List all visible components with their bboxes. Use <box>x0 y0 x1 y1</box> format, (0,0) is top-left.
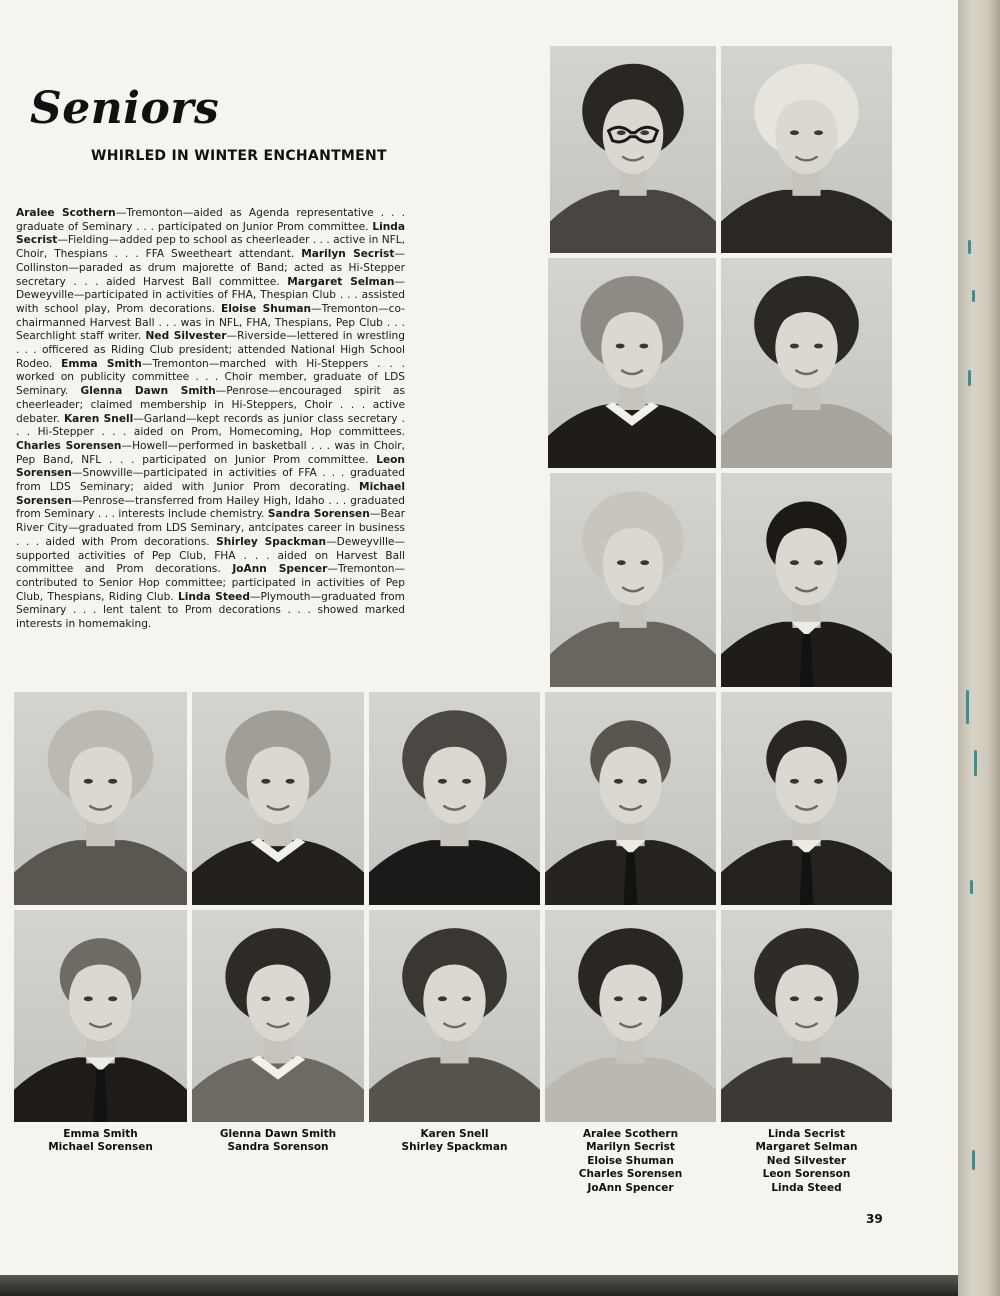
senior-portrait <box>548 258 716 468</box>
bio-name: Margaret Selman <box>287 275 395 288</box>
bio-name: Ned Silvester <box>145 330 227 343</box>
senior-portrait <box>545 910 716 1122</box>
bio-text: —Penrose—encouraged spirit as cheerleader; claimed membership in Hi-Steppers, Choir . . . active debater. <box>16 385 406 425</box>
caption-name: Ned Silvester <box>766 1154 847 1167</box>
bio-entry <box>16 413 405 439</box>
bio-name: Emma Smith <box>61 357 142 370</box>
photo-caption <box>369 1128 540 1155</box>
bio-text: —Plymouth—graduated from Seminary . . . lent talent to Prom decorations . . . showed marked interests in homemaking. <box>16 590 405 631</box>
caption-name: Michael Sorensen <box>48 1141 153 1154</box>
bio-text: —Collinston—paraded as drum majorette of Band; acted as Hi-Stepper secretary . . . aided Harvest Ball committee. <box>16 248 405 288</box>
senior-portrait <box>369 910 540 1122</box>
bio-name: Charles Sorensen <box>16 439 122 452</box>
bio-text: —Deweyville—supported activities of Pep Club, FHA . . . aided on Harvest Ball committee and Prom decorations. <box>16 535 406 576</box>
bio-text: —Penrose—transferred from Hailey High, Idaho . . . graduated from Seminary . . . interests include chemistry. <box>16 494 405 521</box>
bio-text: —Garland—kept records as junior class secretary . . . Hi-Stepper . . . aided on Prom, Homecoming, Hop committees. <box>16 412 405 439</box>
photo-caption <box>192 1128 364 1155</box>
photo-caption <box>721 1128 892 1195</box>
caption-name: Linda Secrist <box>768 1128 845 1140</box>
book-spine <box>958 0 1000 1296</box>
bio-name: Linda Secrist <box>16 220 405 247</box>
section-subtitle: WHIRLED IN WINTER ENCHANTMENT <box>91 148 387 164</box>
caption-name: Shirley Spackman <box>401 1141 508 1154</box>
bio-name: Glenna Dawn Smith <box>80 385 216 398</box>
bio-name: Karen Snell <box>63 412 134 425</box>
senior-portrait <box>721 692 892 905</box>
bio-text: —Bear River City—graduated from LDS Seminary, antcipates career in business . . . aided with Prom decorations. <box>16 508 405 548</box>
senior-portrait <box>550 473 716 687</box>
bio-name: Aralee Scothern <box>16 207 116 219</box>
caption-name: Marilyn Secrist <box>586 1141 675 1154</box>
bio-text: —Tremonton—aided as Agenda representative . . . graduate of Seminary . . . participated on Junior Prom committee. <box>16 207 405 233</box>
senior-portrait <box>369 692 540 905</box>
bio-name: Sandra Sorensen <box>267 508 370 521</box>
bio-text: —Riverside—lettered in wrestling . . . officered as Riding Club president; attended National High School Rodeo. <box>16 330 405 370</box>
bio-name: Marilyn Secrist <box>301 248 395 261</box>
senior-portrait <box>721 46 892 253</box>
senior-portrait <box>721 473 892 687</box>
page-edge-shadow <box>0 1275 958 1296</box>
bio-text: —Deweyville—participated in activities of FHA, Thespian Club . . . assisted with school play, Prom decorations. <box>16 275 405 315</box>
bio-name: Shirley Spackman <box>216 535 327 548</box>
senior-portrait <box>14 692 187 905</box>
bio-entry <box>16 207 405 233</box>
caption-name: Emma Smith <box>63 1128 138 1140</box>
caption-name: Leon Sorenson <box>762 1168 851 1181</box>
bio-name: Linda Steed <box>177 590 250 603</box>
bio-entry <box>16 440 405 466</box>
bio-name: JoAnn Spencer <box>232 563 328 576</box>
bio-name: Leon Sorensen <box>16 453 405 480</box>
caption-name: Sandra Sorenson <box>227 1141 329 1154</box>
bio-text: —Howell—performed in basketball . . . was in Choir, Pep Band, NFL . . . participated on Junior Prom committee. <box>16 439 405 466</box>
senior-portrait <box>550 46 716 253</box>
senior-portrait <box>545 692 716 905</box>
senior-portrait <box>192 910 364 1122</box>
bio-text: —Tremonton—contributed to Senior Hop committee; participated in activities of Pep Club, Thespians, Riding Club. <box>16 563 406 603</box>
senior-portrait <box>192 692 364 905</box>
bio-name: Eloise Shuman <box>221 302 312 315</box>
caption-name: JoAnn Spencer <box>587 1181 674 1194</box>
bio-text: —Snowville—participated in activities of FFA . . . graduated from LDS Seminary; aided with Junior Prom decorating. <box>16 467 405 494</box>
bio-text: —Fielding—added pep to school as cheerleader . . . active in NFL, Choir, Thespians . . . FFA Sweetheart attendant. <box>16 234 405 261</box>
senior-bios <box>16 207 405 632</box>
bio-text: —Tremonton—co-chairmanned Harvest Ball . . . was in NFL, FHA, Thespians, Pep Club . . . Searchlight staff writer. <box>16 302 405 343</box>
page-number: 39 <box>866 1212 883 1226</box>
caption-name: Margaret Selman <box>755 1141 858 1154</box>
caption-name: Aralee Scothern <box>582 1128 679 1140</box>
caption-name: Eloise Shuman <box>587 1154 674 1167</box>
section-title: Seniors <box>30 83 220 134</box>
caption-name: Charles Sorensen <box>578 1168 683 1181</box>
caption-name: Linda Steed <box>771 1181 842 1194</box>
bio-text: —Tremonton—marched with Hi-Steppers . . . worked on publicity committee . . . Choir member, graduate of LDS Seminary. <box>16 357 405 398</box>
bio-name: Michael Sorensen <box>16 481 405 507</box>
photo-caption <box>545 1128 716 1195</box>
senior-portrait <box>14 910 187 1122</box>
caption-name: Karen Snell <box>420 1128 489 1140</box>
senior-portrait <box>721 910 892 1122</box>
senior-portrait <box>721 258 892 468</box>
photo-caption <box>14 1128 187 1155</box>
caption-name: Glenna Dawn Smith <box>219 1128 337 1140</box>
